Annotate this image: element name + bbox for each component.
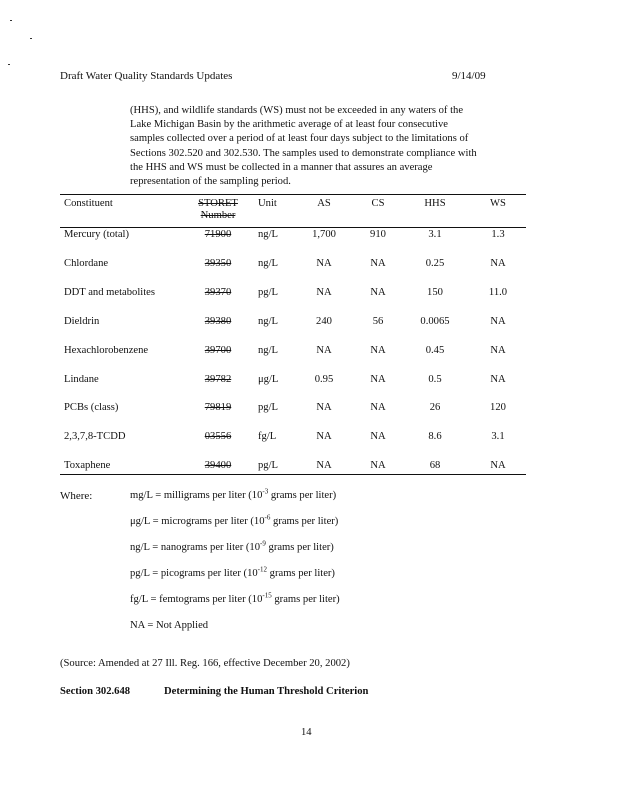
cell-storet: 39380 — [204, 315, 232, 327]
header-storet-line1: STORET — [198, 198, 238, 209]
cell-cs: NA — [370, 460, 386, 472]
cell-ws: NA — [490, 373, 506, 385]
cell-storet: 39350 — [204, 257, 232, 269]
definition-exponent: -15 — [262, 591, 272, 600]
scan-speck — [8, 64, 10, 65]
section-heading — [60, 686, 369, 697]
cell-as: 240 — [316, 315, 332, 327]
cell-as: NA — [316, 257, 332, 269]
cell-as: NA — [316, 402, 332, 414]
cell-constituent: Toxaphene — [64, 460, 111, 472]
cell-constituent: Hexachlorobenzene — [64, 344, 149, 356]
definition-exponent: -6 — [264, 513, 271, 522]
cell-hhs: 8.6 — [428, 431, 442, 443]
unit-definition — [130, 513, 339, 527]
cell-hhs: 3.1 — [428, 229, 442, 240]
definition-exponent: -12 — [257, 565, 268, 574]
definition-text: ng/L = nanograms per liter (10 — [130, 542, 261, 553]
header-ws: WS — [490, 198, 506, 209]
cell-cs: NA — [370, 286, 386, 298]
cell-hhs: 26 — [429, 402, 441, 414]
cell-as: 0.95 — [314, 373, 334, 385]
cell-constituent: Lindane — [64, 373, 99, 385]
paragraph-line: (HHS), and wildlife standards (WS) must not be exceeded in any waters of the — [130, 105, 464, 116]
cell-constituent: Dieldrin — [64, 315, 100, 327]
source-note: (Source: Amended at 27 Ill. Reg. 166, effective December 20, 2002) — [60, 658, 350, 669]
cell-ws: 11.0 — [488, 286, 508, 298]
definition-text: fg/L = femtograms per liter (10 — [130, 594, 263, 605]
header-hhs: HHS — [424, 198, 446, 209]
definition-text-end: grams per liter) — [270, 516, 339, 527]
table-top-rule — [60, 194, 526, 195]
table-header-rule — [60, 227, 526, 228]
cell-ws: NA — [490, 344, 506, 356]
cell-ws: 3.1 — [491, 431, 505, 443]
definition-exponent: -9 — [260, 539, 266, 548]
cell-storet: 39400 — [204, 460, 232, 472]
cell-as: 1,700 — [312, 229, 336, 240]
cell-unit: ng/L — [258, 229, 279, 240]
definition-text-end: grams per liter) — [271, 594, 340, 605]
header-storet-line2: Number — [200, 210, 236, 221]
definition-text-end: grams per liter) — [268, 490, 337, 501]
cell-hhs: 0.25 — [425, 257, 445, 269]
cell-storet: 79819 — [204, 402, 232, 414]
header-as: AS — [317, 198, 331, 209]
cell-ws: NA — [490, 460, 506, 472]
header-storet — [198, 198, 238, 222]
cell-cs: NA — [370, 431, 386, 443]
definition-text: μg/L = micrograms per liter (10 — [130, 516, 265, 527]
cell-unit: ng/L — [258, 315, 279, 327]
cell-cs: NA — [370, 257, 386, 269]
cell-cs: NA — [370, 402, 386, 414]
where-label: Where: — [60, 490, 93, 502]
cell-hhs: 68 — [429, 460, 441, 472]
na-definition: NA = Not Applied — [130, 620, 209, 631]
section-number: Section 302.648 — [60, 686, 131, 697]
cell-unit: pg/L — [258, 460, 279, 472]
cell-hhs: 0.45 — [425, 344, 445, 356]
unit-definition — [130, 487, 337, 501]
cell-as: NA — [316, 344, 332, 356]
cell-hhs: 0.0065 — [420, 315, 450, 327]
scan-speck — [10, 20, 12, 21]
running-header-date: 9/14/09 — [452, 70, 486, 82]
cell-storet: 39700 — [204, 344, 232, 356]
paragraph-line: Sections 302.520 and 302.530. The samples used to demonstrate compliance with — [130, 147, 477, 159]
unit-definition — [130, 591, 340, 605]
cell-storet: 03556 — [204, 431, 232, 443]
header-unit: Unit — [258, 198, 277, 209]
cell-unit: fg/L — [258, 431, 277, 443]
cell-unit: pg/L — [258, 286, 279, 298]
cell-storet: 39370 — [204, 286, 232, 298]
scan-speck — [30, 38, 32, 39]
header-cs: CS — [371, 198, 385, 209]
definition-text-end: grams per liter) — [265, 542, 334, 553]
cell-hhs: 150 — [427, 286, 443, 298]
cell-constituent: DDT and metabolites — [64, 286, 156, 298]
cell-ws: NA — [490, 315, 506, 327]
table-bottom-rule — [60, 474, 526, 475]
cell-unit: ng/L — [258, 257, 279, 269]
cell-ws: NA — [490, 257, 506, 269]
running-header-title: Draft Water Quality Standards Updates — [60, 70, 233, 82]
cell-hhs: 0.5 — [428, 373, 442, 385]
header-constituent: Constituent — [64, 198, 113, 209]
section-title: Determining the Human Threshold Criterion — [164, 686, 369, 697]
definition-text: mg/L = milligrams per liter (10 — [130, 490, 263, 501]
intro-paragraph — [130, 104, 525, 189]
definition-text-end: grams per liter) — [267, 568, 335, 579]
paragraph-line: Lake Michigan Basin by the arithmetic average of at least four consecutive — [130, 119, 448, 131]
cell-cs: 910 — [370, 229, 386, 240]
cell-constituent: Chlordane — [64, 257, 109, 269]
definition-text: pg/L = picograms per liter (10 — [130, 568, 258, 579]
cell-constituent: Mercury (total) — [64, 229, 130, 240]
cell-storet: 71900 — [204, 229, 232, 240]
unit-definition — [130, 539, 334, 553]
cell-as: NA — [316, 460, 332, 472]
cell-as: NA — [316, 431, 332, 443]
page-number: 14 — [301, 727, 312, 738]
cell-unit: μg/L — [258, 373, 279, 385]
paragraph-line: the HHS and WS must be collected in a manner that assures an average — [130, 161, 433, 173]
cell-cs: NA — [370, 373, 386, 385]
unit-definition — [130, 565, 335, 579]
cell-constituent: PCBs (class) — [64, 402, 119, 414]
cell-ws: 120 — [490, 402, 506, 414]
cell-cs: NA — [370, 344, 386, 356]
cell-as: NA — [316, 286, 332, 298]
cell-unit: pg/L — [258, 402, 279, 414]
cell-constituent: 2,3,7,8-TCDD — [64, 431, 126, 443]
paragraph-line: samples collected over a period of at least four days subject to the limitations of — [130, 133, 469, 145]
cell-unit: ng/L — [258, 344, 279, 356]
cell-storet: 39782 — [204, 373, 232, 385]
paragraph-line: representation of the sampling period. — [130, 176, 291, 188]
cell-cs: 56 — [372, 315, 384, 327]
definition-exponent: -3 — [262, 487, 269, 496]
cell-ws: 1.3 — [491, 229, 505, 240]
